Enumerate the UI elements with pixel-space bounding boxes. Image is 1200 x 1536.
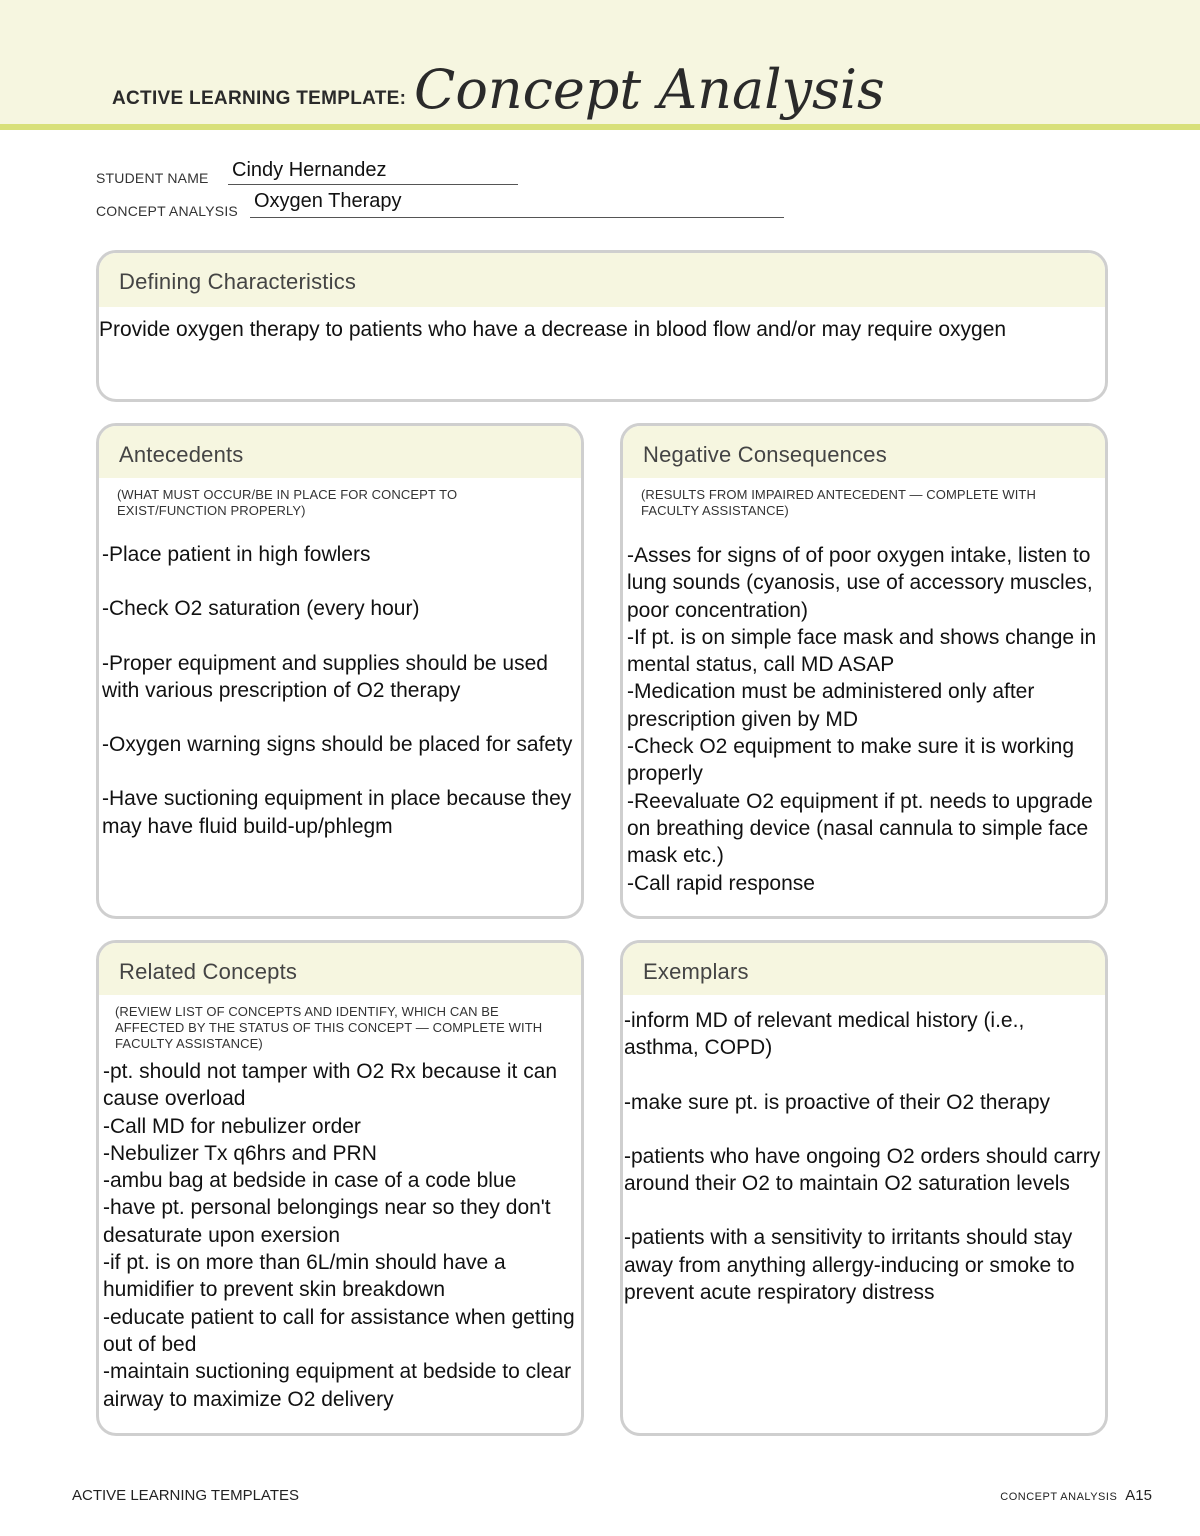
negative-consequences-header xyxy=(623,426,1105,478)
exemplar-item: -patients who have ongoing O2 orders should carry around their O2 to maintain O2 saturation levels xyxy=(624,1144,1101,1196)
defining-characteristics-title: Defining Characteristics xyxy=(119,269,357,294)
exemplars-box xyxy=(620,940,1108,1436)
related-concepts-header xyxy=(99,943,581,995)
page-title: Concept Analysis xyxy=(414,58,885,121)
student-name-value[interactable]: Cindy Hernandez xyxy=(232,159,387,181)
antecedent-item: -Place patient in high fowlers xyxy=(102,543,371,566)
antecedent-item: -Have suctioning equipment in place because they may have fluid build-up/phlegm xyxy=(102,787,572,838)
related-concepts-title: Related Concepts xyxy=(119,959,298,984)
antecedents-subtitle: (WHAT MUST OCCUR/BE IN PLACE FOR CONCEPT TO EXIST/FUNCTION PROPERLY) xyxy=(117,487,458,518)
defining-characteristics-header xyxy=(99,253,1105,307)
related-concepts-box xyxy=(96,940,584,1436)
related-item: -Nebulizer Tx q6hrs and PRN xyxy=(103,1141,377,1165)
exemplar-item: -patients with a sensitivity to irritants should stay away from anything allergy-inducing or smoke to prevent acute respiratory distress xyxy=(624,1226,1075,1305)
antecedent-item: -Oxygen warning signs should be placed for safety xyxy=(102,733,573,757)
footer-page-info xyxy=(1000,1487,1152,1504)
exemplar-item: -inform MD of relevant medical history (i.e., asthma, COPD) xyxy=(624,1009,1025,1060)
related-item: -pt. should not tamper with O2 Rx because it can cause overload xyxy=(103,1060,558,1111)
negative-consequences-content[interactable] xyxy=(623,519,1105,897)
antecedents-content[interactable] xyxy=(99,519,581,840)
antecedents-title: Antecedents xyxy=(119,442,244,467)
related-item: -educate patient to call for assistance when getting out of bed xyxy=(103,1305,575,1356)
negative-item: -Check O2 equipment to make sure it is working properly xyxy=(627,735,1075,786)
defining-characteristics-box xyxy=(96,250,1108,402)
negative-consequences-title: Negative Consequences xyxy=(643,442,887,467)
exemplars-header xyxy=(623,943,1105,995)
negative-consequences-subtitle: (RESULTS FROM IMPAIRED ANTECEDENT — COMPLETE WITH FACULTY ASSISTANCE) xyxy=(641,487,1036,518)
negative-item: -If pt. is on simple face mask and shows change in mental status, call MD ASAP xyxy=(627,625,1097,677)
antecedents-box xyxy=(96,423,584,919)
related-concepts-subtitle: (REVIEW LIST OF CONCEPTS AND IDENTIFY, WHICH CAN BE AFFECTED BY THE STATUS OF THIS CONCEPT — COMPLETE WITH FACULTY ASSISTANCE) xyxy=(115,1004,543,1051)
defining-characteristics-text[interactable]: Provide oxygen therapy to patients who have a decrease in blood flow and/or may require oxygen xyxy=(99,318,1007,341)
template-label: ACTIVE LEARNING TEMPLATE: xyxy=(112,88,407,109)
header-rule xyxy=(0,124,1200,130)
related-item: -have pt. personal belongings near so they don't desaturate upon exersion xyxy=(103,1196,551,1247)
footer-section-label: CONCEPT ANALYSIS xyxy=(1000,1491,1118,1503)
negative-item: -Reevaluate O2 equipment if pt. needs to upgrade on breathing device (nasal cannula to simple face mask etc.) xyxy=(627,789,1093,868)
exemplar-item: -make sure pt. is proactive of their O2 therapy xyxy=(624,1090,1051,1114)
exemplars-title: Exemplars xyxy=(643,959,749,984)
antecedent-item: -Check O2 saturation (every hour) xyxy=(102,597,420,621)
related-item: -ambu bag at bedside in case of a code blue xyxy=(103,1169,517,1193)
concept-line xyxy=(250,217,784,218)
negative-item: -Asses for signs of of poor oxygen intake, listen to lung sounds (cyanosis, use of accessory muscles, poor concentration) xyxy=(627,544,1093,622)
concept-value[interactable]: Oxygen Therapy xyxy=(254,190,402,212)
negative-item: -Call rapid response xyxy=(627,871,815,895)
antecedent-item: -Proper equipment and supplies should be used with various prescription of O2 therapy xyxy=(102,651,548,702)
related-item: -if pt. is on more than 6L/min should have a humidifier to prevent skin breakdown xyxy=(103,1251,506,1302)
concept-label: CONCEPT ANALYSIS xyxy=(96,203,238,219)
student-name-line xyxy=(228,184,518,185)
related-concepts-content[interactable] xyxy=(99,1052,581,1413)
related-item: -maintain suctioning equipment at bedside to clear airway to maximize O2 delivery xyxy=(103,1360,572,1411)
negative-item: -Medication must be administered only after prescription given by MD xyxy=(627,680,1035,731)
page-number: A15 xyxy=(1125,1487,1152,1504)
negative-consequences-box xyxy=(620,423,1108,919)
related-item: -Call MD for nebulizer order xyxy=(103,1114,361,1138)
antecedents-header xyxy=(99,426,581,478)
student-name-label: STUDENT NAME xyxy=(96,170,209,186)
exemplars-content[interactable] xyxy=(623,995,1105,1306)
footer-title: ACTIVE LEARNING TEMPLATES xyxy=(72,1487,299,1504)
